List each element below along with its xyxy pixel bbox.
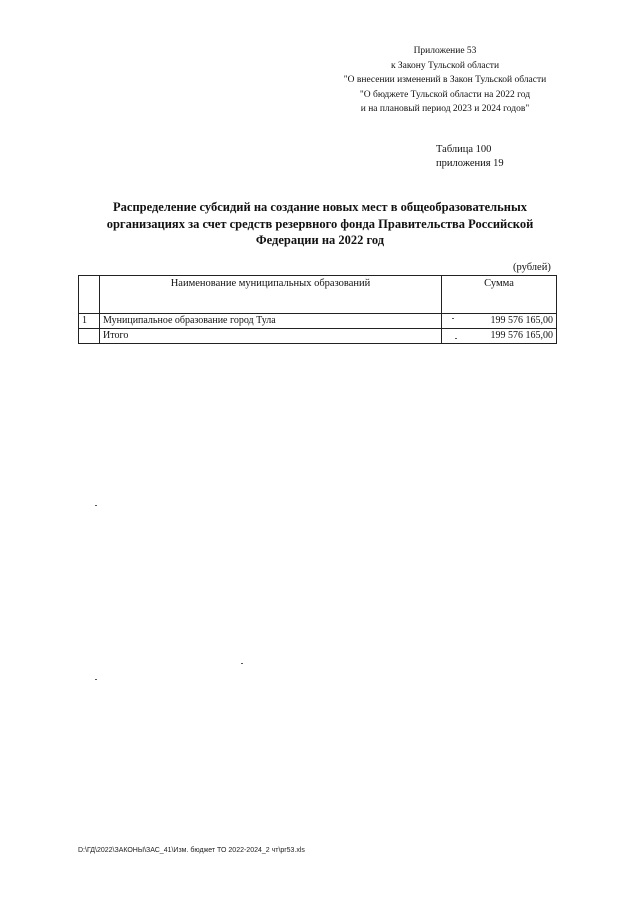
scan-speck — [241, 663, 243, 664]
appendix-line-3: "О внесении изменений в Закон Тульской области — [343, 75, 547, 85]
table-reference — [436, 143, 504, 171]
file-path-footer: D:\ГД\2022\ЗАКОНЫ\ЗАС_41\Изм. бюджет ТО 2022-2024_2 чт\pr53.xls — [78, 847, 305, 854]
table-ref-number: Таблица 100 — [436, 144, 492, 155]
scan-speck — [452, 318, 454, 319]
table-header-row — [79, 276, 557, 314]
total-sum-cell: 199 576 165,00 — [442, 329, 557, 344]
row-number-cell: 1 — [79, 314, 100, 329]
appendix-line-1: Приложение 53 — [413, 46, 477, 56]
header-number-cell — [79, 276, 100, 314]
total-number-cell — [79, 329, 100, 344]
appendix-line-2: к Закону Тульской области — [390, 60, 500, 71]
table-row — [79, 314, 557, 329]
appendix-line-5: и на плановый период 2023 и 2024 годов" — [360, 104, 530, 114]
appendix-header — [330, 44, 560, 117]
units-label: (рублей) — [513, 262, 551, 273]
header-name-cell: Наименование муниципальных образований — [100, 276, 442, 314]
table-total-row — [79, 329, 557, 344]
title-line-1: Распределение субсидий на создание новых мест в общеобразовательных — [113, 200, 527, 214]
title-line-2: организациях за счет средств резервного фонда Правительства Российской — [106, 216, 534, 231]
subsidy-table — [78, 275, 557, 344]
row-sum-cell: 199 576 165,00 — [442, 314, 557, 329]
scan-speck — [95, 505, 97, 506]
scan-speck — [95, 679, 97, 680]
scan-speck — [455, 338, 457, 339]
header-sum-cell: Сумма — [442, 276, 557, 314]
row-name-cell: Муниципальное образование город Тула — [100, 314, 442, 329]
appendix-line-4: "О бюджете Тульской области на 2022 год — [359, 89, 531, 100]
table-ref-appendix: приложения 19 — [436, 158, 504, 169]
title-line-3: Федерации на 2022 год — [255, 233, 385, 247]
document-title — [80, 199, 560, 249]
total-name-cell: Итого — [100, 329, 442, 344]
